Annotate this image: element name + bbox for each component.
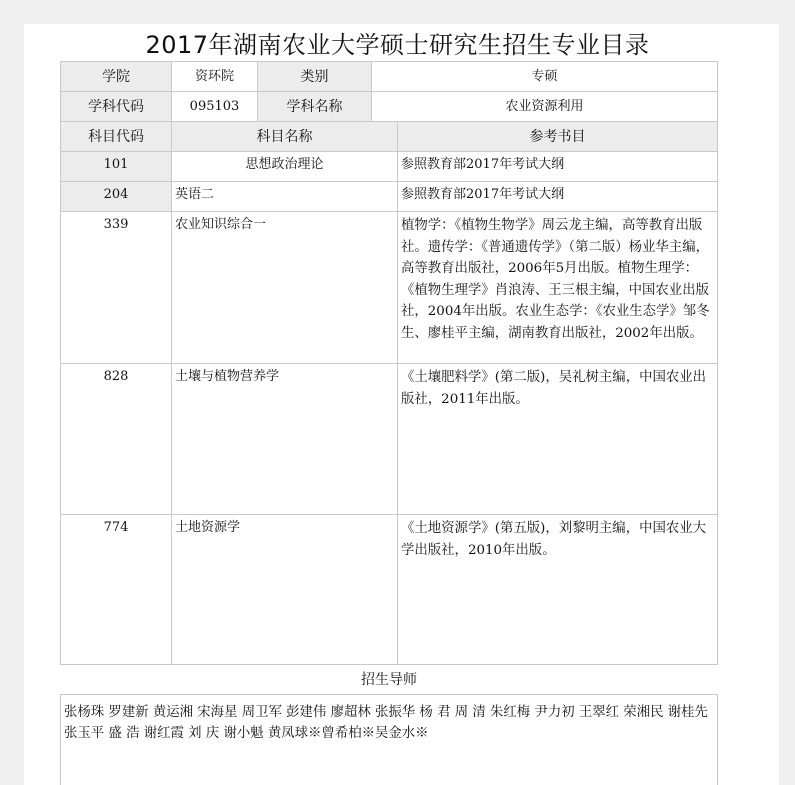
table-row-code: 204 (60, 182, 172, 212)
header-reference-books: 参考书目 (398, 122, 718, 152)
category-label: 类别 (258, 61, 372, 92)
subject-name-value: 农业资源利用 (372, 92, 718, 122)
table-row-name: 土壤与植物营养学 (172, 364, 398, 515)
table-row-name: 英语二 (172, 182, 398, 212)
table-row-code: 774 (60, 515, 172, 665)
tutors-list: 张杨珠 罗建新 黄运湘 宋海星 周卫军 彭建伟 廖超林 张振华 杨 君 周 清 朱红梅 尹力初 王翠红 荣湘民 谢桂先 张玉平 盛 浩 谢红霞 刘 庆 谢小魁 黄凤球※曾希柏※吴金水※ (60, 694, 718, 785)
table-row-code: 828 (60, 364, 172, 515)
subject-name-label: 学科名称 (258, 92, 372, 122)
table-row-name: 农业知识综合一 (172, 212, 398, 364)
college-value: 资环院 (172, 61, 258, 92)
table-row-reference: 参照教育部2017年考试大纲 (398, 152, 718, 182)
subject-code-value: 095103 (172, 92, 258, 122)
table-row-reference: 参照教育部2017年考试大纲 (398, 182, 718, 212)
table-row-reference: 《土壤肥料学》(第二版)，吴礼树主编，中国农业出版社，2011年出版。 (398, 364, 718, 515)
table-row-code: 101 (60, 152, 172, 182)
table-row-name: 思想政治理论 (172, 152, 398, 182)
header-course-name: 科目名称 (172, 122, 398, 152)
table-row-code: 339 (60, 212, 172, 364)
subject-code-label: 学科代码 (60, 92, 172, 122)
table-row-name: 土地资源学 (172, 515, 398, 665)
table-row-reference: 《土地资源学》(第五版)，刘黎明主编，中国农业大学出版社，2010年出版。 (398, 515, 718, 665)
table-row-reference: 植物学：《植物生物学》周云龙主编，高等教育出版社。遗传学：《普通遗传学》（第二版）杨业华主编，高等教育出版社，2006年5月出版。植物生理学：《植物生理学》肖浪涛、王三根主编，中国农业出版社，2004年出版。农业生态学：《农业生态学》邹冬生、廖桂平主编，湖南教育出版社，2002年出版。 (398, 212, 718, 364)
page-title: 2017年湖南农业大学硕士研究生招生专业目录 (145, 31, 650, 59)
college-label: 学院 (60, 61, 172, 92)
category-value: 专硕 (372, 61, 718, 92)
header-course-code: 科目代码 (60, 122, 172, 152)
tutors-title: 招生导师 (361, 672, 417, 688)
